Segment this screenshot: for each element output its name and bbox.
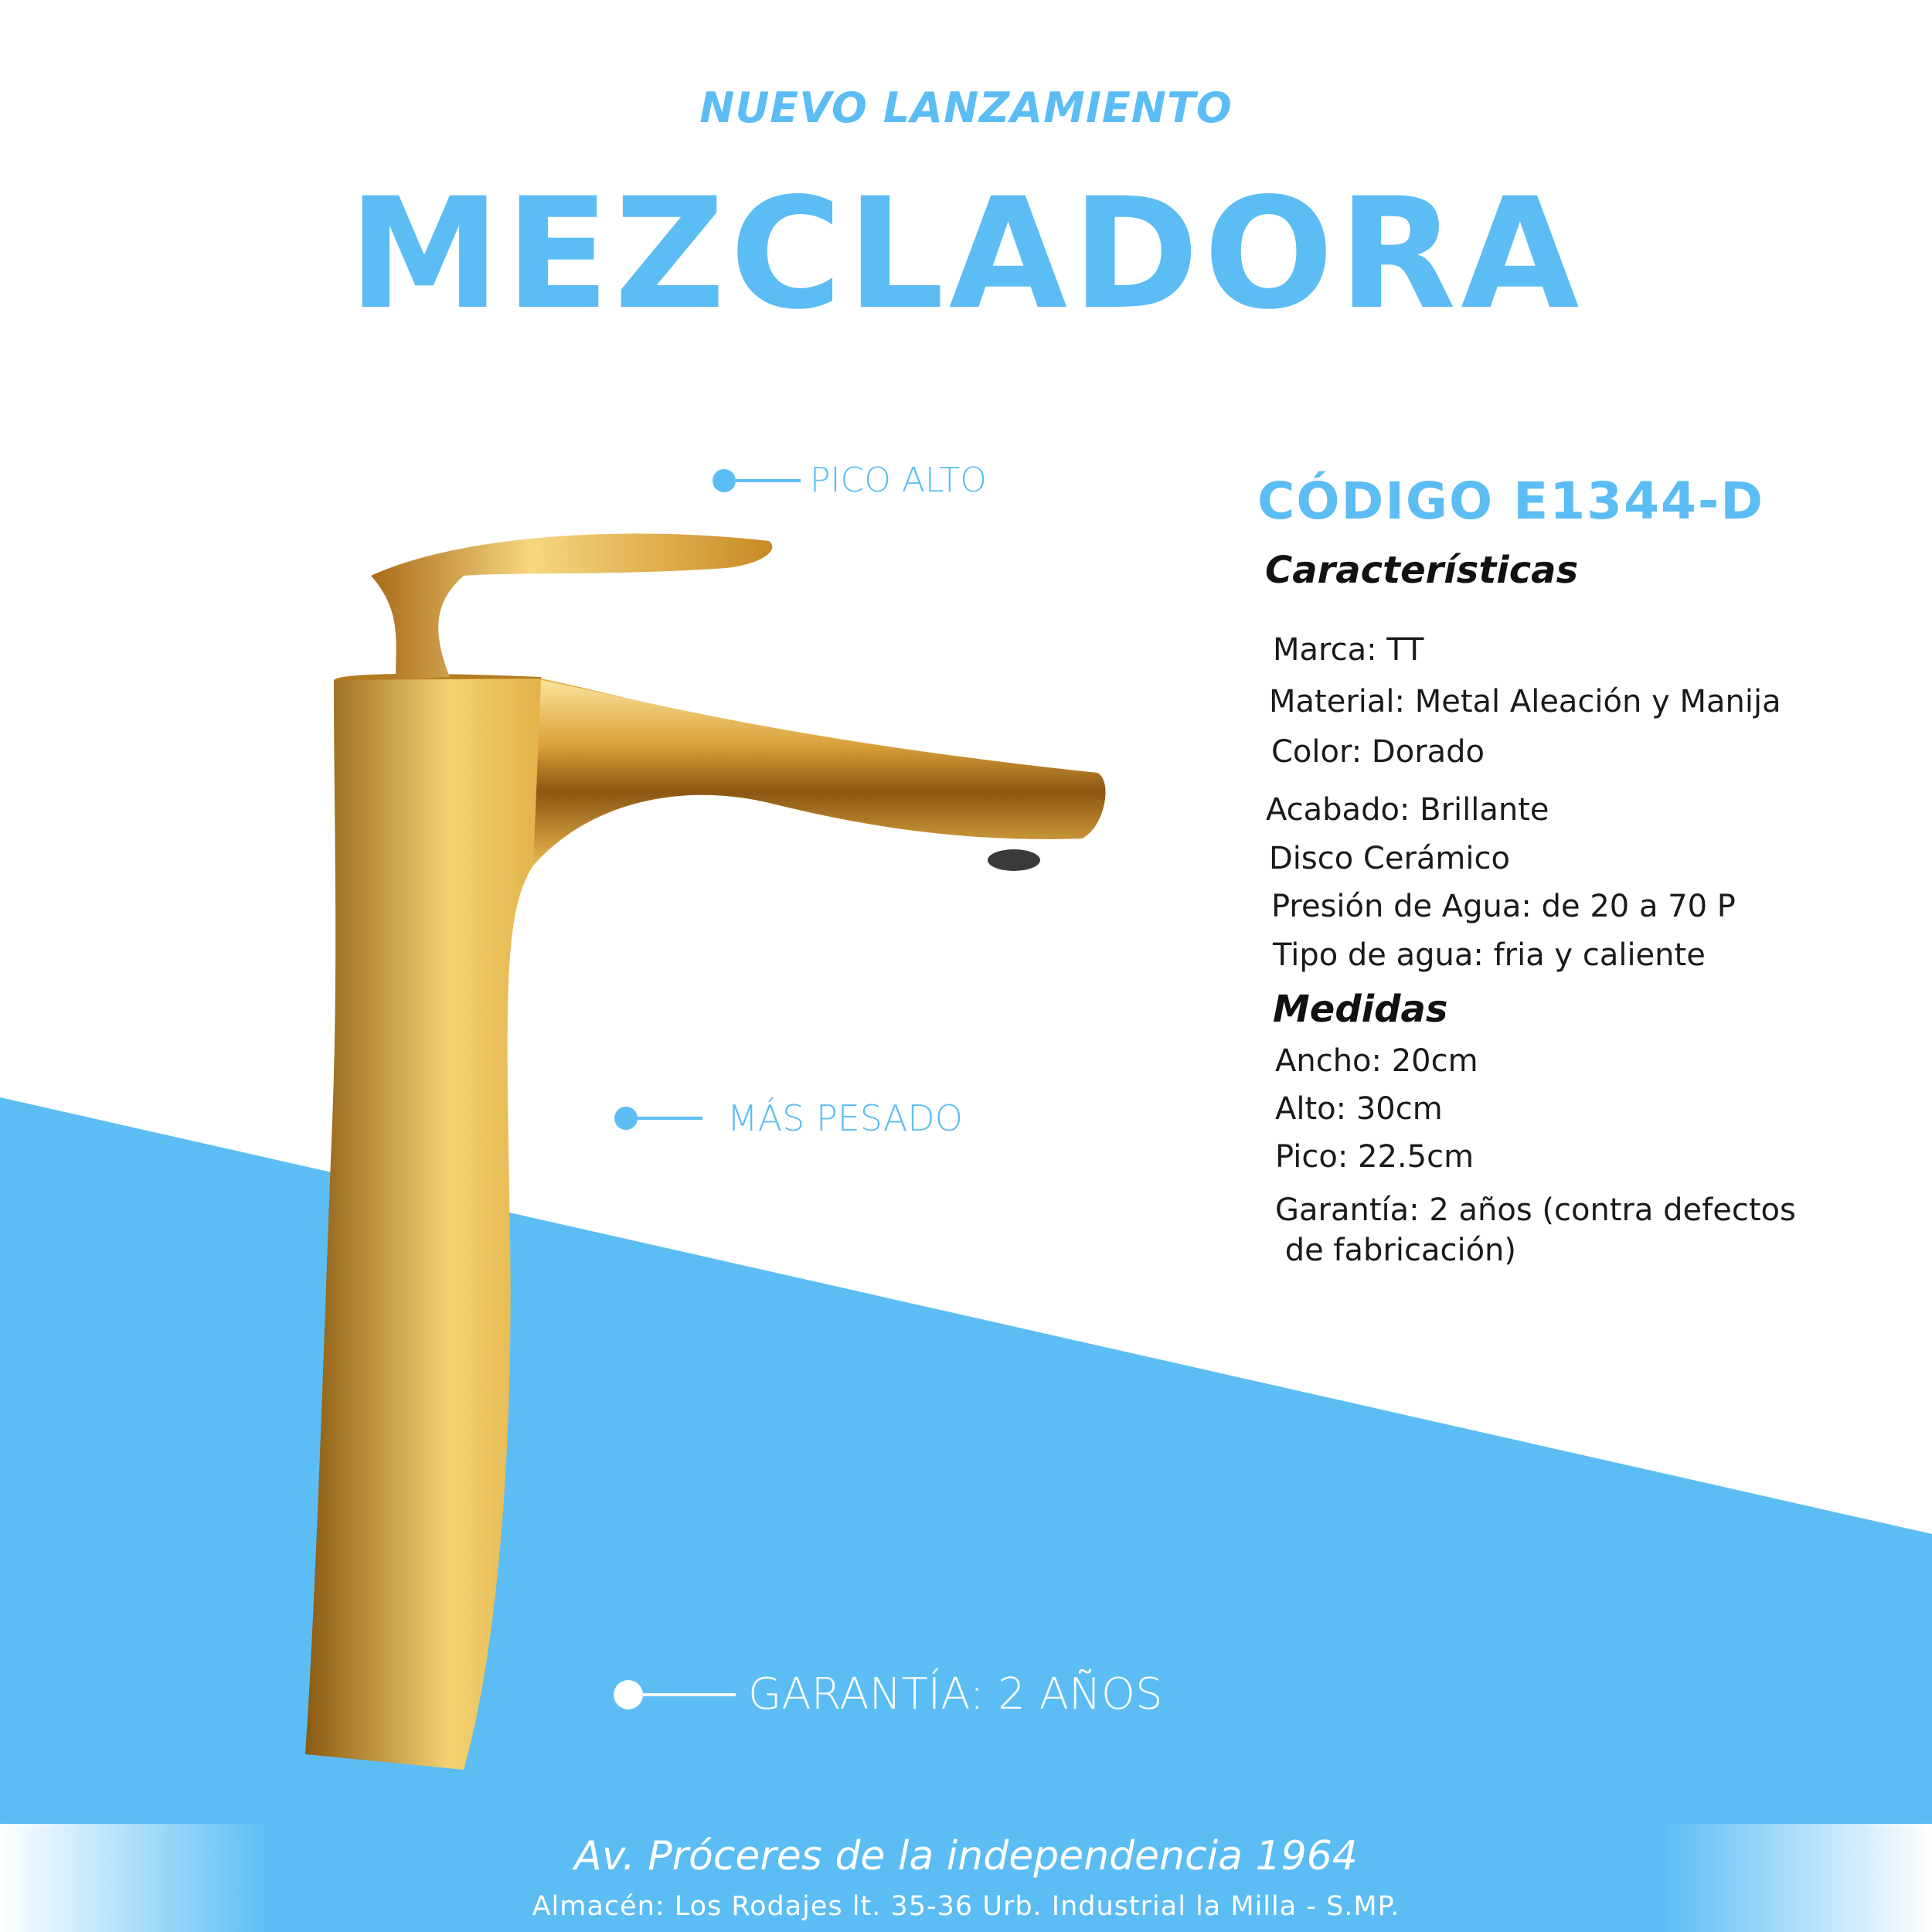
connector-line xyxy=(736,479,801,482)
bullet-dot-icon xyxy=(614,1680,643,1709)
callout-pico-alto xyxy=(713,461,987,500)
callout-text: GARANTÍA: 2 AÑOS xyxy=(748,1669,1163,1719)
spec-warranty-cont: de fabricación) xyxy=(1275,1233,1517,1268)
bullet-dot-icon xyxy=(713,469,736,492)
spec-warranty: Garantía: 2 años (contra defectos xyxy=(1275,1192,1796,1228)
spec-height: Alto: 30cm xyxy=(1275,1091,1443,1127)
callout-garantia xyxy=(614,1669,1163,1719)
callout-text: MÁS PESADO xyxy=(727,1097,963,1139)
spec-pressure: Presión de Agua: de 20 a 70 P xyxy=(1271,889,1736,924)
footer-warehouse: Almacén: Los Rodajes lt. 35-36 Urb. Industrial la Milla - S.MP. xyxy=(532,1891,1400,1922)
callout-text: PICO ALTO xyxy=(810,461,987,500)
bullet-dot-icon xyxy=(614,1107,638,1130)
spec-water-type: Tipo de agua: fria y caliente xyxy=(1273,937,1706,973)
spec-brand: Marca: TT xyxy=(1273,632,1424,668)
spec-disc: Disco Cerámico xyxy=(1269,841,1510,876)
measures-heading: Medidas xyxy=(1273,988,1448,1031)
callout-mas-pesado xyxy=(614,1097,963,1139)
features-heading: Características xyxy=(1265,549,1579,592)
footer-address: Av. Próceres de la independencia 1964 xyxy=(574,1833,1358,1879)
product-code: CÓDIGO E1344-D xyxy=(1257,471,1765,531)
spec-finish: Acabado: Brillante xyxy=(1266,792,1549,828)
spec-color: Color: Dorado xyxy=(1271,734,1485,770)
connector-line xyxy=(638,1117,702,1120)
tagline: NUEVO LANZAMIENTO xyxy=(699,83,1233,132)
page-title: MEZCLADORA xyxy=(348,165,1584,343)
spec-width: Ancho: 20cm xyxy=(1275,1043,1478,1079)
spec-spout: Pico: 22.5cm xyxy=(1275,1139,1475,1175)
connector-line xyxy=(643,1693,736,1696)
spec-material: Material: Metal Aleación y Manija xyxy=(1269,684,1781,719)
